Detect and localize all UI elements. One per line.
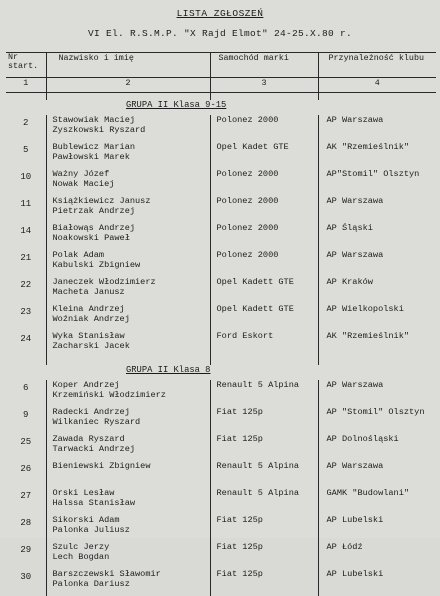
group-heading: GRUPA II Klasa 8 <box>126 365 210 375</box>
spacer-row <box>6 93 436 101</box>
driver-name: Bieniewski Zbigniew <box>53 461 210 471</box>
club-name: AP Warszawa <box>318 115 436 142</box>
codriver-name: Tarwacki Andrzej <box>53 444 210 454</box>
codriver-name: Kabulski Zbigniew <box>53 260 210 270</box>
table-row <box>6 488 436 515</box>
group-heading-row <box>6 365 436 380</box>
crew-names <box>46 250 210 277</box>
codriver-name: Krzemiński Włodzimierz <box>53 390 210 400</box>
car-model: Fiat 125p <box>210 407 318 434</box>
driver-name: Radecki Andrzej <box>53 407 210 417</box>
document-title: LISTA ZGŁOSZEŃ <box>0 8 440 19</box>
crew-names <box>46 488 210 515</box>
driver-name: Bublewicz Marian <box>53 142 210 152</box>
driver-name: Koper Andrzej <box>53 380 210 390</box>
codriver-name: Woźniak Andrzej <box>53 314 210 324</box>
start-number: 9 <box>6 407 46 434</box>
driver-name: Zawada Ryszard <box>53 434 210 444</box>
spacer-cell <box>318 358 436 365</box>
driver-name: Orski Lesław <box>53 488 210 498</box>
codriver-name: Palonka Dariusz <box>53 579 210 589</box>
start-number: 30 <box>6 569 46 596</box>
car-model: Polonez 2000 <box>210 115 318 142</box>
codriver-name: Noakowski Paweł <box>53 233 210 243</box>
driver-name: Polak Adam <box>53 250 210 260</box>
car-model: Opel Kadett GTE <box>210 277 318 304</box>
car-model: Opel Kadet GTE <box>210 142 318 169</box>
driver-name: Ważny Józef <box>53 169 210 179</box>
club-name: AP Warszawa <box>318 250 436 277</box>
club-name: GAMK "Budowlani" <box>318 488 436 515</box>
start-number: 2 <box>6 115 46 142</box>
start-number: 29 <box>6 542 46 569</box>
driver-name: Wyka Stanisław <box>53 331 210 341</box>
header-car: Samochód marki <box>210 53 318 78</box>
document-subtitle: VI El. R.S.M.P. "X Rajd Elmot" 24-25.X.80 r. <box>0 28 440 39</box>
club-name: AP Warszawa <box>318 380 436 407</box>
spacer-cell <box>46 93 210 101</box>
club-name: AP Dolnośląski <box>318 434 436 461</box>
crew-names <box>46 461 210 488</box>
spacer-cell <box>318 93 436 101</box>
crew-names <box>46 196 210 223</box>
crew-names <box>46 169 210 196</box>
start-number: 24 <box>6 331 46 358</box>
car-model: Polonez 2000 <box>210 196 318 223</box>
header-club: Przynależność klubu <box>318 53 436 78</box>
crew-names <box>46 115 210 142</box>
table-row <box>6 542 436 569</box>
club-name: AP Łódź <box>318 542 436 569</box>
crew-names <box>46 380 210 407</box>
start-number: 14 <box>6 223 46 250</box>
car-model: Fiat 125p <box>210 515 318 542</box>
codriver-name: Wilkaniec Ryszard <box>53 417 210 427</box>
start-number: 21 <box>6 250 46 277</box>
table-body <box>6 93 436 596</box>
start-number: 25 <box>6 434 46 461</box>
crew-names <box>46 542 210 569</box>
column-number: 4 <box>318 78 436 93</box>
start-number: 22 <box>6 277 46 304</box>
start-number: 10 <box>6 169 46 196</box>
start-number: 27 <box>6 488 46 515</box>
spacer-cell <box>210 93 318 101</box>
codriver-name: Nowak Maciej <box>53 179 210 189</box>
driver-name: Stawowiak Maciej <box>53 115 210 125</box>
car-model: Fiat 125p <box>210 542 318 569</box>
group-heading-cell <box>6 100 436 115</box>
table-row <box>6 169 436 196</box>
codriver-name: Pawłowski Marek <box>53 152 210 162</box>
club-name: AP Warszawa <box>318 196 436 223</box>
car-model: Renault 5 Alpina <box>210 380 318 407</box>
car-model: Renault 5 Alpina <box>210 488 318 515</box>
car-model: Renault 5 Alpina <box>210 461 318 488</box>
club-name: AK "Rzemieślnik" <box>318 331 436 358</box>
spacer-cell <box>6 93 46 101</box>
start-number: 28 <box>6 515 46 542</box>
car-model: Opel Kadett GTE <box>210 304 318 331</box>
car-model: Fiat 125p <box>210 569 318 596</box>
driver-name: Barszczewski Sławomir <box>53 569 210 579</box>
club-name: AP Lubelski <box>318 515 436 542</box>
table-row <box>6 380 436 407</box>
driver-name: Kleina Andrzej <box>53 304 210 314</box>
codriver-name: Zyszkowski Ryszard <box>53 125 210 135</box>
column-number: 2 <box>46 78 210 93</box>
crew-names <box>46 569 210 596</box>
table-row <box>6 434 436 461</box>
column-number: 1 <box>6 78 46 93</box>
table-row <box>6 196 436 223</box>
codriver-name: Zacharski Jacek <box>53 341 210 351</box>
crew-names <box>46 434 210 461</box>
start-number: 26 <box>6 461 46 488</box>
club-name: AP Kraków <box>318 277 436 304</box>
club-name: AP Wielkopolski <box>318 304 436 331</box>
table-row <box>6 461 436 488</box>
codriver-name: Pietrzak Andrzej <box>53 206 210 216</box>
table-row <box>6 142 436 169</box>
car-model: Polonez 2000 <box>210 223 318 250</box>
driver-name: Janeczek Włodzimierz <box>53 277 210 287</box>
driver-name: Białowąs Andrzej <box>53 223 210 233</box>
driver-name: Książkiewicz Janusz <box>53 196 210 206</box>
spacer-cell <box>210 358 318 365</box>
group-heading-cell <box>6 365 436 380</box>
codriver-name: Palonka Juliusz <box>53 525 210 535</box>
group-heading: GRUPA II Klasa 9-15 <box>126 100 226 110</box>
column-number-row <box>6 78 436 93</box>
start-number: 23 <box>6 304 46 331</box>
club-name: AP"Stomil" Olsztyn <box>318 169 436 196</box>
table-row <box>6 250 436 277</box>
header-name: Nazwisko i imię <box>46 53 210 78</box>
driver-name: Szulc Jerzy <box>53 542 210 552</box>
crew-names <box>46 223 210 250</box>
car-model: Fiat 125p <box>210 434 318 461</box>
car-model: Ford Eskort <box>210 331 318 358</box>
entry-list-table <box>6 52 436 596</box>
table-row <box>6 115 436 142</box>
header-row <box>6 53 436 78</box>
car-model: Polonez 2000 <box>210 169 318 196</box>
table-row <box>6 569 436 596</box>
spacer-cell <box>6 358 46 365</box>
spacer-row <box>6 358 436 365</box>
crew-names <box>46 142 210 169</box>
club-name: AK "Rzemieślnik" <box>318 142 436 169</box>
header-nr: Nr start. <box>6 53 46 78</box>
table-row <box>6 331 436 358</box>
table-row <box>6 223 436 250</box>
club-name: AP Warszawa <box>318 461 436 488</box>
group-heading-row <box>6 100 436 115</box>
table-row <box>6 407 436 434</box>
club-name: AP "Stomil" Olsztyn <box>318 407 436 434</box>
driver-name: Sikorski Adam <box>53 515 210 525</box>
column-number: 3 <box>210 78 318 93</box>
spacer-cell <box>46 358 210 365</box>
codriver-name: Lech Bogdan <box>53 552 210 562</box>
start-number: 6 <box>6 380 46 407</box>
club-name: AP Śląski <box>318 223 436 250</box>
start-number: 11 <box>6 196 46 223</box>
crew-names <box>46 277 210 304</box>
codriver-name: Halssa Stanisław <box>53 498 210 508</box>
crew-names <box>46 304 210 331</box>
codriver-name: Macheta Janusz <box>53 287 210 297</box>
crew-names <box>46 331 210 358</box>
crew-names <box>46 407 210 434</box>
table-row <box>6 304 436 331</box>
club-name: AP Lubelski <box>318 569 436 596</box>
car-model: Polonez 2000 <box>210 250 318 277</box>
table-row <box>6 277 436 304</box>
start-number: 5 <box>6 142 46 169</box>
